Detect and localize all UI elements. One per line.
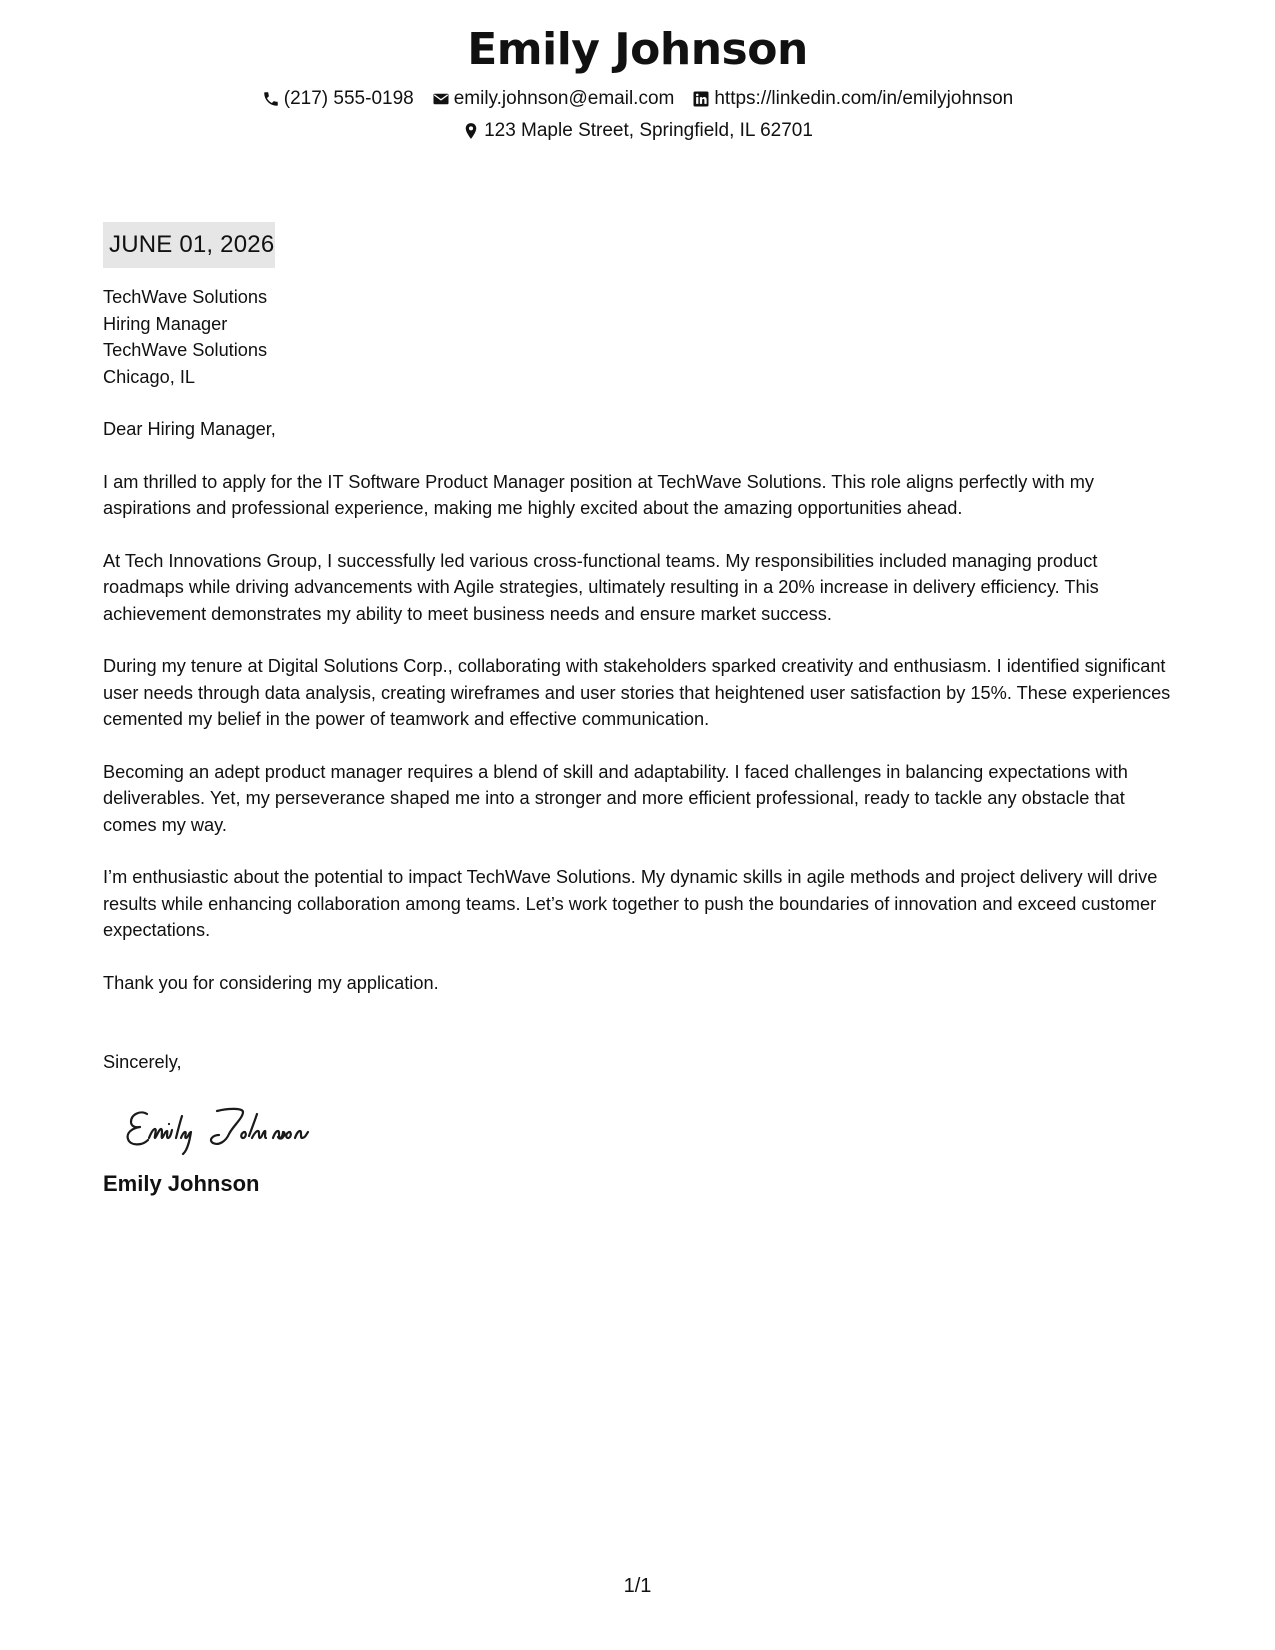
- map-marker-icon: [462, 122, 480, 140]
- envelope-icon: [432, 90, 450, 108]
- recipient-line: TechWave Solutions: [103, 287, 268, 307]
- recipient-line: Chicago, IL: [103, 366, 196, 387]
- body-paragraph: Thank you for considering my application.: [103, 972, 439, 993]
- body-paragraph: During my tenure at Digital Solutions Corp., collaborating with stakeholders sparked creativity and enthusiasm. I identified significant user needs through data analysis, creating wireframes and user stories that heightened user satisfaction by 15%. These experiences cemented my belief in the power of teamwork and effective communication.: [103, 656, 1171, 729]
- signature-image: [121, 1098, 351, 1158]
- street-address: 123 Maple Street, Springfield, IL 62701: [484, 120, 813, 141]
- body-paragraph: I’m enthusiastic about the potential to impact TechWave Solutions. My dynamic skills in agile methods and project delivery will drive results while enhancing collaboration among teams. Let’s work together to push the boundaries of innovation and exceed customer expectations.: [103, 867, 1158, 940]
- body-paragraph: Becoming an adept product manager requires a blend of skill and adaptability. I faced challenges in balancing expectations with deliverables. Yet, my perseverance shaped me into a stronger and more efficient professional, ready to tackle any obstacle that comes my way.: [103, 761, 1128, 835]
- address-contact: [462, 116, 813, 146]
- phone-number: (217) 555-0198: [283, 88, 414, 109]
- recipient-line: TechWave Solutions: [103, 340, 268, 360]
- closing: Sincerely,: [103, 1052, 182, 1072]
- recipient-line: Hiring Manager: [103, 313, 228, 334]
- letter-body: [103, 222, 1183, 1199]
- body-paragraph: At Tech Innovations Group, I successfully led various cross-functional teams. My responsibilities included managing product roadmaps while driving advancements with Agile strategies, ultimately resulting in a 20% increase in delivery efficiency. This achievement demonstrates my ability to meet business needs and ensure market success.: [103, 550, 1099, 624]
- address-info: [0, 116, 1275, 146]
- email-address: emily.johnson@email.com: [453, 88, 675, 109]
- signer-name: Emily Johnson: [103, 1170, 260, 1196]
- recipient-block: [103, 284, 1183, 390]
- phone-contact: [262, 84, 414, 114]
- contact-info: [0, 84, 1275, 114]
- page-number: 1/1: [623, 1575, 652, 1597]
- applicant-name: Emily Johnson: [467, 24, 808, 75]
- letter-date: JUNE 01, 2026: [103, 222, 275, 268]
- linkedin-icon: [692, 90, 710, 108]
- salutation: Dear Hiring Manager,: [103, 419, 276, 439]
- linkedin-contact: [692, 84, 1013, 114]
- phone-icon: [262, 90, 280, 108]
- body-paragraph: I am thrilled to apply for the IT Software Product Manager position at TechWave Solutions. This role aligns perfectly with my aspirations and professional experience, making me highly excited about the amazing opportunities ahead.: [103, 471, 1095, 518]
- letter-header: [0, 18, 1275, 146]
- email-contact: [432, 84, 675, 114]
- linkedin-url[interactable]: https://linkedin.com/in/emilyjohnson: [714, 88, 1014, 109]
